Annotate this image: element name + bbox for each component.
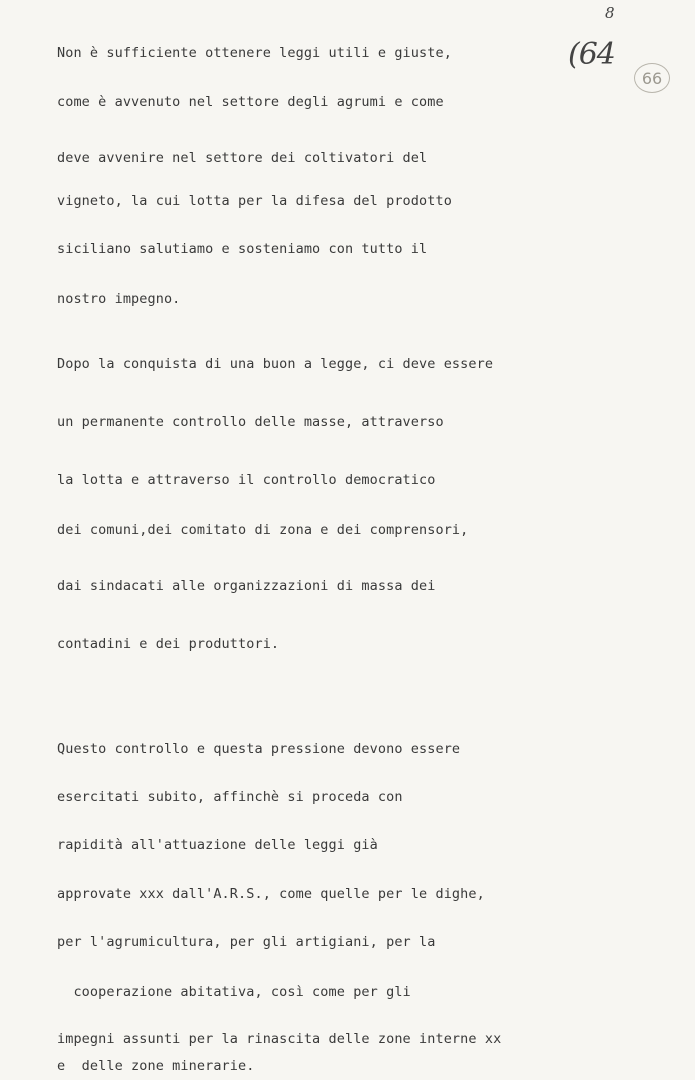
text-line: Dopo la conquista di una buon a legge, ci deve essere: [57, 356, 494, 372]
handwritten-mark: 8: [605, 4, 615, 22]
text-line: esercitati subito, affinchè si proceda con: [57, 789, 403, 805]
text-line: dai sindacati alle organizzazioni di massa dei: [57, 578, 436, 594]
text-line: Questo controllo e questa pressione devono essere: [57, 741, 461, 757]
page-stamp: 66: [634, 63, 670, 93]
text-line: nostro impegno.: [57, 291, 181, 307]
text-line: siciliano salutiamo e sosteniamo con tutto il: [57, 241, 428, 257]
text-line: rapidità all'attuazione delle leggi già: [57, 837, 378, 853]
text-line: e delle zone minerarie.: [57, 1058, 255, 1074]
text-line: Non è sufficiente ottenere leggi utili e giuste,: [57, 45, 452, 61]
text-line: deve avvenire nel settore dei coltivatori del: [57, 150, 428, 166]
text-line: dei comuni,dei comitato di zona e dei comprensori,: [57, 522, 469, 538]
text-line: contadini e dei produttori.: [57, 636, 280, 652]
text-line: la lotta e attraverso il controllo democratico: [57, 472, 436, 488]
text-line: approvate xxx dall'A.R.S., come quelle per le dighe,: [57, 886, 485, 902]
handwritten-page-number: (64: [568, 37, 615, 72]
text-line: cooperazione abitativa, così come per gli: [57, 984, 411, 1000]
text-line: un permanente controllo delle masse, attraverso: [57, 414, 444, 430]
text-line: per l'agrumicultura, per gli artigiani, per la: [57, 934, 436, 950]
text-line: come è avvenuto nel settore degli agrumi e come: [57, 94, 444, 110]
text-line: impegni assunti per la rinascita delle zone interne xx: [57, 1031, 502, 1047]
text-line: vigneto, la cui lotta per la difesa del prodotto: [57, 193, 452, 209]
